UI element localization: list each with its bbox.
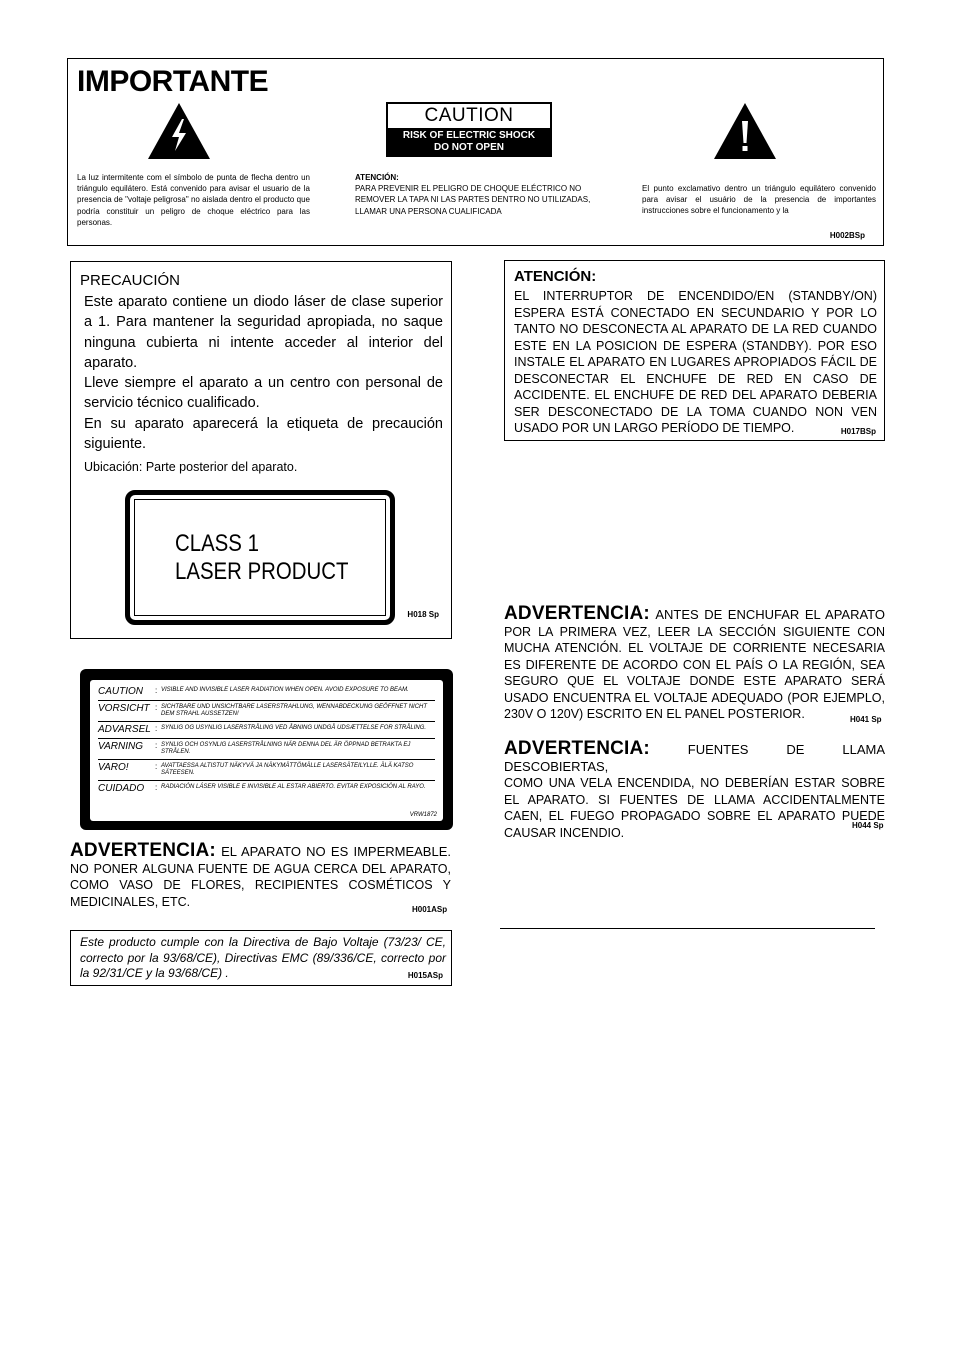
- exclamation-warning-icon: [714, 103, 776, 159]
- precaucion-code: H018 Sp: [407, 610, 439, 619]
- lightning-description: La luz intermitente com el símbolo de punta de flecha dentro un triángulo equilátero. Está convenido para avisar el usuario de la presencia de "voltaje peligrosa" no aislada dentro el producto que podría constituir un peligro de choque eléctrico para las personas.: [77, 173, 310, 227]
- precaucion-body: [84, 292, 443, 478]
- laser-label-code: VRW1872: [409, 812, 437, 818]
- precaucion-box: [70, 261, 452, 639]
- laser-row-varo: VARO! : AVATTAESSA ALTISTUT NÄKYVÄ JA NÄKYMÄTTÖMÄLLE LASERSÄTEILYLLE. ÄLÄ KATSO SÄTEESEN.: [98, 760, 435, 781]
- advertencia-water-heading: ADVERTENCIA:: [70, 840, 216, 861]
- atencion-code: H017BSp: [840, 427, 876, 436]
- laser-warning-label: [80, 669, 453, 830]
- advertencia-flame-text: COMO UNA VELA ENCENDIDA, NO DEBERÍAN ESTAR SOBRE EL APARATO. SI FUENTES DE LLAMA ACCIDENTALMENTE CAEN, EL FUEGO PROPAGADO SOBRE EL APARATO PUEDE CAUSAR INCENDIO.: [504, 776, 885, 840]
- class1-line2: LASER PRODUCT: [175, 558, 349, 585]
- precaucion-para2: Lleve siempre el aparato a un centro con personal de servicio técnico cualificado.: [84, 375, 443, 412]
- directive-text: Este producto cumple con la Directiva de Bajo Voltaje (73/23/ CE, correcto por la 93/68/CE), Directivas EMC (89/336/CE, correcto por la 92/31/CE y la 93/68/CE) .: [80, 935, 446, 980]
- caution-sign-sub1: RISK OF ELECTRIC SHOCK: [402, 130, 536, 141]
- advertencia-flame: [504, 738, 885, 841]
- importante-box: [67, 58, 884, 246]
- precaucion-heading: PRECAUCIÓN: [80, 272, 181, 289]
- advertencia-voltage-heading: ADVERTENCIA:: [504, 603, 650, 624]
- atencion-heading: ATENCIÓN:: [514, 268, 597, 285]
- advertencia-water-text: NO PONER ALGUNA FUENTE DE AGUA CERCA DEL APARATO, COMO VASO DE FLORES, RECIPIENTES COSMÉTICOS Y MEDICINALES, ETC.: [70, 861, 451, 909]
- advertencia-flame-first: FUENTES DE LLAMA DESCOBIERTAS,: [504, 742, 885, 774]
- atencion-box: [504, 260, 885, 441]
- advertencia-voltage: [504, 603, 885, 723]
- laser-row-cuidado: CUIDADO : RADIACIÓN LÁSER VISIBLE E INVISIBLE AL ESTAR ABIERTO. EVITAR EXPOSICIÓN AL RAYO.: [98, 783, 426, 794]
- top-code: H002BSp: [829, 231, 865, 240]
- caution-sign-sub2: DO NOT OPEN: [433, 142, 504, 153]
- class1-line1: CLASS 1: [175, 530, 259, 557]
- precaucion-para3: En su aparato aparecerá la etiqueta de precaución siguiente.: [84, 415, 443, 453]
- laser-label-rows: [98, 684, 435, 797]
- precaucion-para1: Este aparato contiene un diodo láser de clase superior a 1. Para mantener la seguridad apropiada, no saque ninguna cubierta ni intente acceder al interior del aparato.: [84, 294, 443, 371]
- lightning-warning-icon: [148, 103, 210, 159]
- advertencia-flame-heading: ADVERTENCIA:: [504, 738, 650, 759]
- laser-row-varning: VARNING : SYNLIG OCH OSYNLIG LASERSTRÅLNING NÄR DENNA DEL ÄR ÖPPNAD BETRAKTA EJ STRÅLEN.: [98, 739, 435, 760]
- class1-laser-label: [125, 490, 395, 625]
- atencion-shock-text: PARA PREVENIR EL PELIGRO DE CHOQUE ELÉCTRICO NO REMOVER LA TAPA NI LAS PARTES DENTRO NO UTILIZADAS, LLAMAR UNA PERSONA CUALIFICADA: [355, 184, 591, 216]
- caution-sign: [386, 102, 552, 157]
- directive-box: [70, 930, 452, 986]
- laser-row-caution: CAUTION : VISIBLE AND INVISIBLE LASER RADIATION WHEN OPEN. AVOID EXPOSURE TO BEAM.: [98, 684, 435, 701]
- atencion-text: EL INTERRUPTOR DE ENCENDIDO/EN (STANDBY/ON) ESPERA ESTÁ CONECTADO EN SECUNDARIO Y POR LO TANTO NO DESCONECTA AL APARATO DE LA RED CUANDO ESTE EN LA POSICION DE ESPERA (STANDBY). POR ESO INSTALE EL APARATO EN LUGARES APROPIADOS FÁCIL DE DESCONECTAR EL ENCHUFE DE RED EN CASO DE ACCIDENTE. EL ENCHUFE DE RED DEL APARATO DEBERIA SER DESCONECTADO DE LA TOMA CUANDO NON VEN USADO POR UN LARGO PERÍODO DE TIEMPO.: [514, 289, 877, 435]
- divider-line: [500, 928, 875, 929]
- laser-row-vorsicht: VORSICHT : SICHTBARE UND UNSICHTBARE LASERSTRAHLUNG, WENNABDECKUNG GEÖFFNET NICHT DEM STRAHL AUSSETZEN!: [98, 701, 435, 722]
- laser-row-advarsel: ADVARSEL : SYNLIG OG USYNLIG LASERSTRÅLING VED ÅBNING UNDGÅ UDSÆTTELSE FOR STRÅLING.: [98, 722, 435, 739]
- advertencia-voltage-text: POR LA PRIMERA VEZ, LEER LA SECCIÓN SIGUIENTE CON MUCHA ATENCIÓN. EL VOLTAJE DE CORRIENTE NECESARIA ES DIFERENTE DE ACORDO CON EL PAÍS O LA REGIÓN, SEA SEGURO QUE EL VOLTAJE DONDE ESTE APARATO SERÁ USADO ENCUENTRA EL VOLTAJE ADEQUADO (POR EJEMPLO, 230V O 120V) ESCRITO EN EL PANEL POSTERIOR.: [504, 624, 885, 721]
- importante-title: IMPORTANTE: [77, 65, 269, 98]
- caution-sign-label: CAUTION: [424, 105, 514, 126]
- directive-code: H015ASp: [407, 971, 443, 980]
- exclamation-description: El punto exclamativo dentro un triángulo equilátero convenido para avisar el usuário de la presencia de importantes instrucciones sobre el funcionamento y la: [642, 184, 876, 216]
- atencion-shock-heading: ATENCIÓN:: [355, 173, 399, 182]
- atencion-shock-block: [355, 172, 611, 217]
- advertencia-voltage-code: H041 Sp: [850, 715, 882, 724]
- advertencia-water-first: EL APARATO NO ES IMPERMEABLE.: [221, 844, 451, 859]
- advertencia-voltage-first: ANTES DE ENCHUFAR EL APARATO: [655, 607, 885, 622]
- precaucion-location: Ubicación: Parte posterior del aparato.: [84, 460, 298, 475]
- advertencia-water: [70, 840, 451, 910]
- advertencia-water-code: H001ASp: [412, 905, 448, 914]
- advertencia-flame-code: H044 Sp: [852, 821, 884, 830]
